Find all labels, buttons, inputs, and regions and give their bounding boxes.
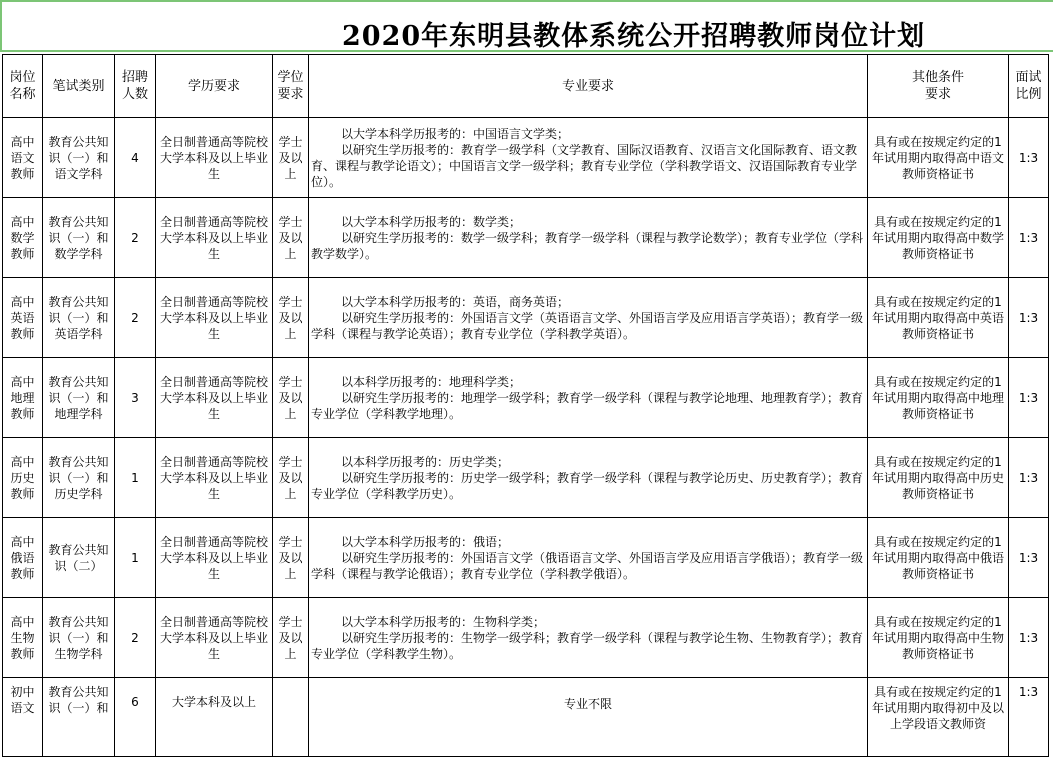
page-title: 2020年东明县教体系统公开招聘教师岗位计划 bbox=[342, 21, 926, 52]
education: 大学本科及以上 bbox=[156, 678, 273, 757]
table-row bbox=[3, 598, 1049, 678]
post-name: 高中俄语教师 bbox=[3, 518, 43, 598]
header-education: 学历要求 bbox=[156, 55, 273, 118]
education: 全日制普通高等院校大学本科及以上毕业生 bbox=[156, 518, 273, 598]
post-name: 高中历史教师 bbox=[3, 438, 43, 518]
degree: 学士及以上 bbox=[273, 358, 309, 438]
degree: 学士及以上 bbox=[273, 118, 309, 198]
major-undergrad: 以大学本科学历报考的：生物科学类； bbox=[341, 614, 546, 629]
major-requirement bbox=[309, 198, 868, 278]
education: 全日制普通高等院校大学本科及以上毕业生 bbox=[156, 118, 273, 198]
major-requirement bbox=[309, 598, 868, 678]
exam-type: 教育公共知识（一）和 bbox=[43, 678, 115, 757]
interview-ratio: 1:3 bbox=[1009, 198, 1049, 278]
header-other: 其他条件要求 bbox=[868, 55, 1009, 118]
table-row bbox=[3, 358, 1049, 438]
table-row bbox=[3, 518, 1049, 598]
exam-type: 教育公共知识（一）和数学学科 bbox=[43, 198, 115, 278]
major-graduate: 以研究生学历报考的：历史学一级学科；教育学一级学科（课程与教学论历史、历史教育学）；教育专业学位（学科教学历史）。 bbox=[311, 470, 864, 501]
other-requirement: 具有或在按规定约定的1年试用期内取得高中生物教师资格证书 bbox=[868, 598, 1009, 678]
exam-type: 教育公共知识（一）和历史学科 bbox=[43, 438, 115, 518]
exam-type: 教育公共知识（二） bbox=[43, 518, 115, 598]
hire-count: 1 bbox=[115, 438, 156, 518]
major-undergrad: 以大学本科学历报考的：俄语； bbox=[341, 534, 510, 549]
hire-count: 6 bbox=[115, 678, 156, 757]
degree: 学士及以上 bbox=[273, 438, 309, 518]
hire-count: 3 bbox=[115, 358, 156, 438]
post-name: 高中生物教师 bbox=[3, 598, 43, 678]
header-post-name: 岗位名称 bbox=[3, 55, 43, 118]
interview-ratio: 1:3 bbox=[1009, 438, 1049, 518]
major-undergrad: 以大学本科学历报考的：英语，商务英语； bbox=[341, 294, 570, 309]
degree bbox=[273, 678, 309, 757]
major-graduate: 以研究生学历报考的：地理学一级学科；教育学一级学科（课程与教学论地理、地理教育学）；教育专业学位（学科教学地理）。 bbox=[311, 390, 864, 421]
major-graduate: 以研究生学历报考的：外国语言文学（俄语语言文学、外国语言学及应用语言学俄语）；教育学一级学科（课程与教学论俄语）；教育专业学位（学科教学俄语）。 bbox=[311, 550, 864, 581]
other-requirement: 具有或在按规定约定的1年试用期内取得初中及以上学段语文教师资 bbox=[868, 678, 1009, 757]
hire-count: 4 bbox=[115, 118, 156, 198]
education: 全日制普通高等院校大学本科及以上毕业生 bbox=[156, 438, 273, 518]
header-major: 专业要求 bbox=[309, 55, 868, 118]
interview-ratio: 1:3 bbox=[1009, 598, 1049, 678]
education: 全日制普通高等院校大学本科及以上毕业生 bbox=[156, 358, 273, 438]
header-exam-type: 笔试类别 bbox=[43, 55, 115, 118]
interview-ratio: 1:3 bbox=[1009, 678, 1049, 757]
other-requirement: 具有或在按规定约定的1年试用期内取得高中英语教师资格证书 bbox=[868, 278, 1009, 358]
major-undergrad: 以大学本科学历报考的：中国语言文学类； bbox=[341, 126, 570, 141]
degree: 学士及以上 bbox=[273, 198, 309, 278]
interview-ratio: 1:3 bbox=[1009, 518, 1049, 598]
major-graduate: 以研究生学历报考的：生物学一级学科；教育学一级学科（课程与教学论生物、生物教育学）；教育专业学位（学科教学生物）。 bbox=[311, 630, 864, 661]
major-graduate: 以研究生学历报考的：教育学一级学科（文学教育、国际汉语教育、汉语言文化国际教育、语文教育、课程与教学论语文）；中国语言文学一级学科；教育专业学位（学科教学语文、汉语国际教育专业学位）。 bbox=[311, 142, 858, 189]
interview-ratio: 1:3 bbox=[1009, 278, 1049, 358]
post-name: 高中地理教师 bbox=[3, 358, 43, 438]
major-undergrad: 以本科学历报考的：历史学类； bbox=[341, 454, 510, 469]
major-requirement bbox=[309, 358, 868, 438]
other-requirement: 具有或在按规定约定的1年试用期内取得高中数学教师资格证书 bbox=[868, 198, 1009, 278]
major-undergrad: 以本科学历报考的：地理科学类； bbox=[341, 374, 522, 389]
exam-type: 教育公共知识（一）和地理学科 bbox=[43, 358, 115, 438]
major-graduate: 以研究生学历报考的：外国语言文学（英语语言文学、外国语言学及应用语言学英语）；教育学一级学科（课程与教学论英语）；教育专业学位（学科教学英语）。 bbox=[311, 310, 864, 341]
education: 全日制普通高等院校大学本科及以上毕业生 bbox=[156, 598, 273, 678]
other-requirement: 具有或在按规定约定的1年试用期内取得高中语文教师资格证书 bbox=[868, 118, 1009, 198]
table-row bbox=[3, 278, 1049, 358]
exam-type: 教育公共知识（一）和英语学科 bbox=[43, 278, 115, 358]
major-requirement bbox=[309, 118, 868, 198]
degree: 学士及以上 bbox=[273, 598, 309, 678]
exam-type: 教育公共知识（一）和生物学科 bbox=[43, 598, 115, 678]
education: 全日制普通高等院校大学本科及以上毕业生 bbox=[156, 198, 273, 278]
post-name: 初中语文 bbox=[3, 678, 43, 757]
table-row bbox=[3, 198, 1049, 278]
table-row bbox=[3, 678, 1049, 757]
major-requirement bbox=[309, 518, 868, 598]
major-graduate: 以研究生学历报考的：数学一级学科；教育学一级学科（课程与教学论数学）；教育专业学位（学科教学数学）。 bbox=[311, 230, 864, 261]
hire-count: 2 bbox=[115, 278, 156, 358]
title-bar bbox=[0, 0, 1053, 52]
other-requirement: 具有或在按规定约定的1年试用期内取得高中地理教师资格证书 bbox=[868, 358, 1009, 438]
major-requirement bbox=[309, 438, 868, 518]
table-row bbox=[3, 438, 1049, 518]
header-row bbox=[3, 55, 1049, 118]
interview-ratio: 1:3 bbox=[1009, 118, 1049, 198]
major-undergrad: 以大学本科学历报考的：数学类； bbox=[341, 214, 522, 229]
major-requirement: 专业不限 bbox=[309, 678, 868, 757]
post-name: 高中语文教师 bbox=[3, 118, 43, 198]
other-requirement: 具有或在按规定约定的1年试用期内取得高中俄语教师资格证书 bbox=[868, 518, 1009, 598]
hire-count: 2 bbox=[115, 598, 156, 678]
header-ratio: 面试比例 bbox=[1009, 55, 1049, 118]
table-row bbox=[3, 118, 1049, 198]
exam-type: 教育公共知识（一）和语文学科 bbox=[43, 118, 115, 198]
degree: 学士及以上 bbox=[273, 278, 309, 358]
degree: 学士及以上 bbox=[273, 518, 309, 598]
major-requirement bbox=[309, 278, 868, 358]
post-name: 高中英语教师 bbox=[3, 278, 43, 358]
header-count: 招聘人数 bbox=[115, 55, 156, 118]
other-requirement: 具有或在按规定约定的1年试用期内取得高中历史教师资格证书 bbox=[868, 438, 1009, 518]
education: 全日制普通高等院校大学本科及以上毕业生 bbox=[156, 278, 273, 358]
recruitment-plan-table bbox=[2, 54, 1049, 757]
hire-count: 2 bbox=[115, 198, 156, 278]
hire-count: 1 bbox=[115, 518, 156, 598]
interview-ratio: 1:3 bbox=[1009, 358, 1049, 438]
post-name: 高中数学教师 bbox=[3, 198, 43, 278]
header-degree: 学位要求 bbox=[273, 55, 309, 118]
